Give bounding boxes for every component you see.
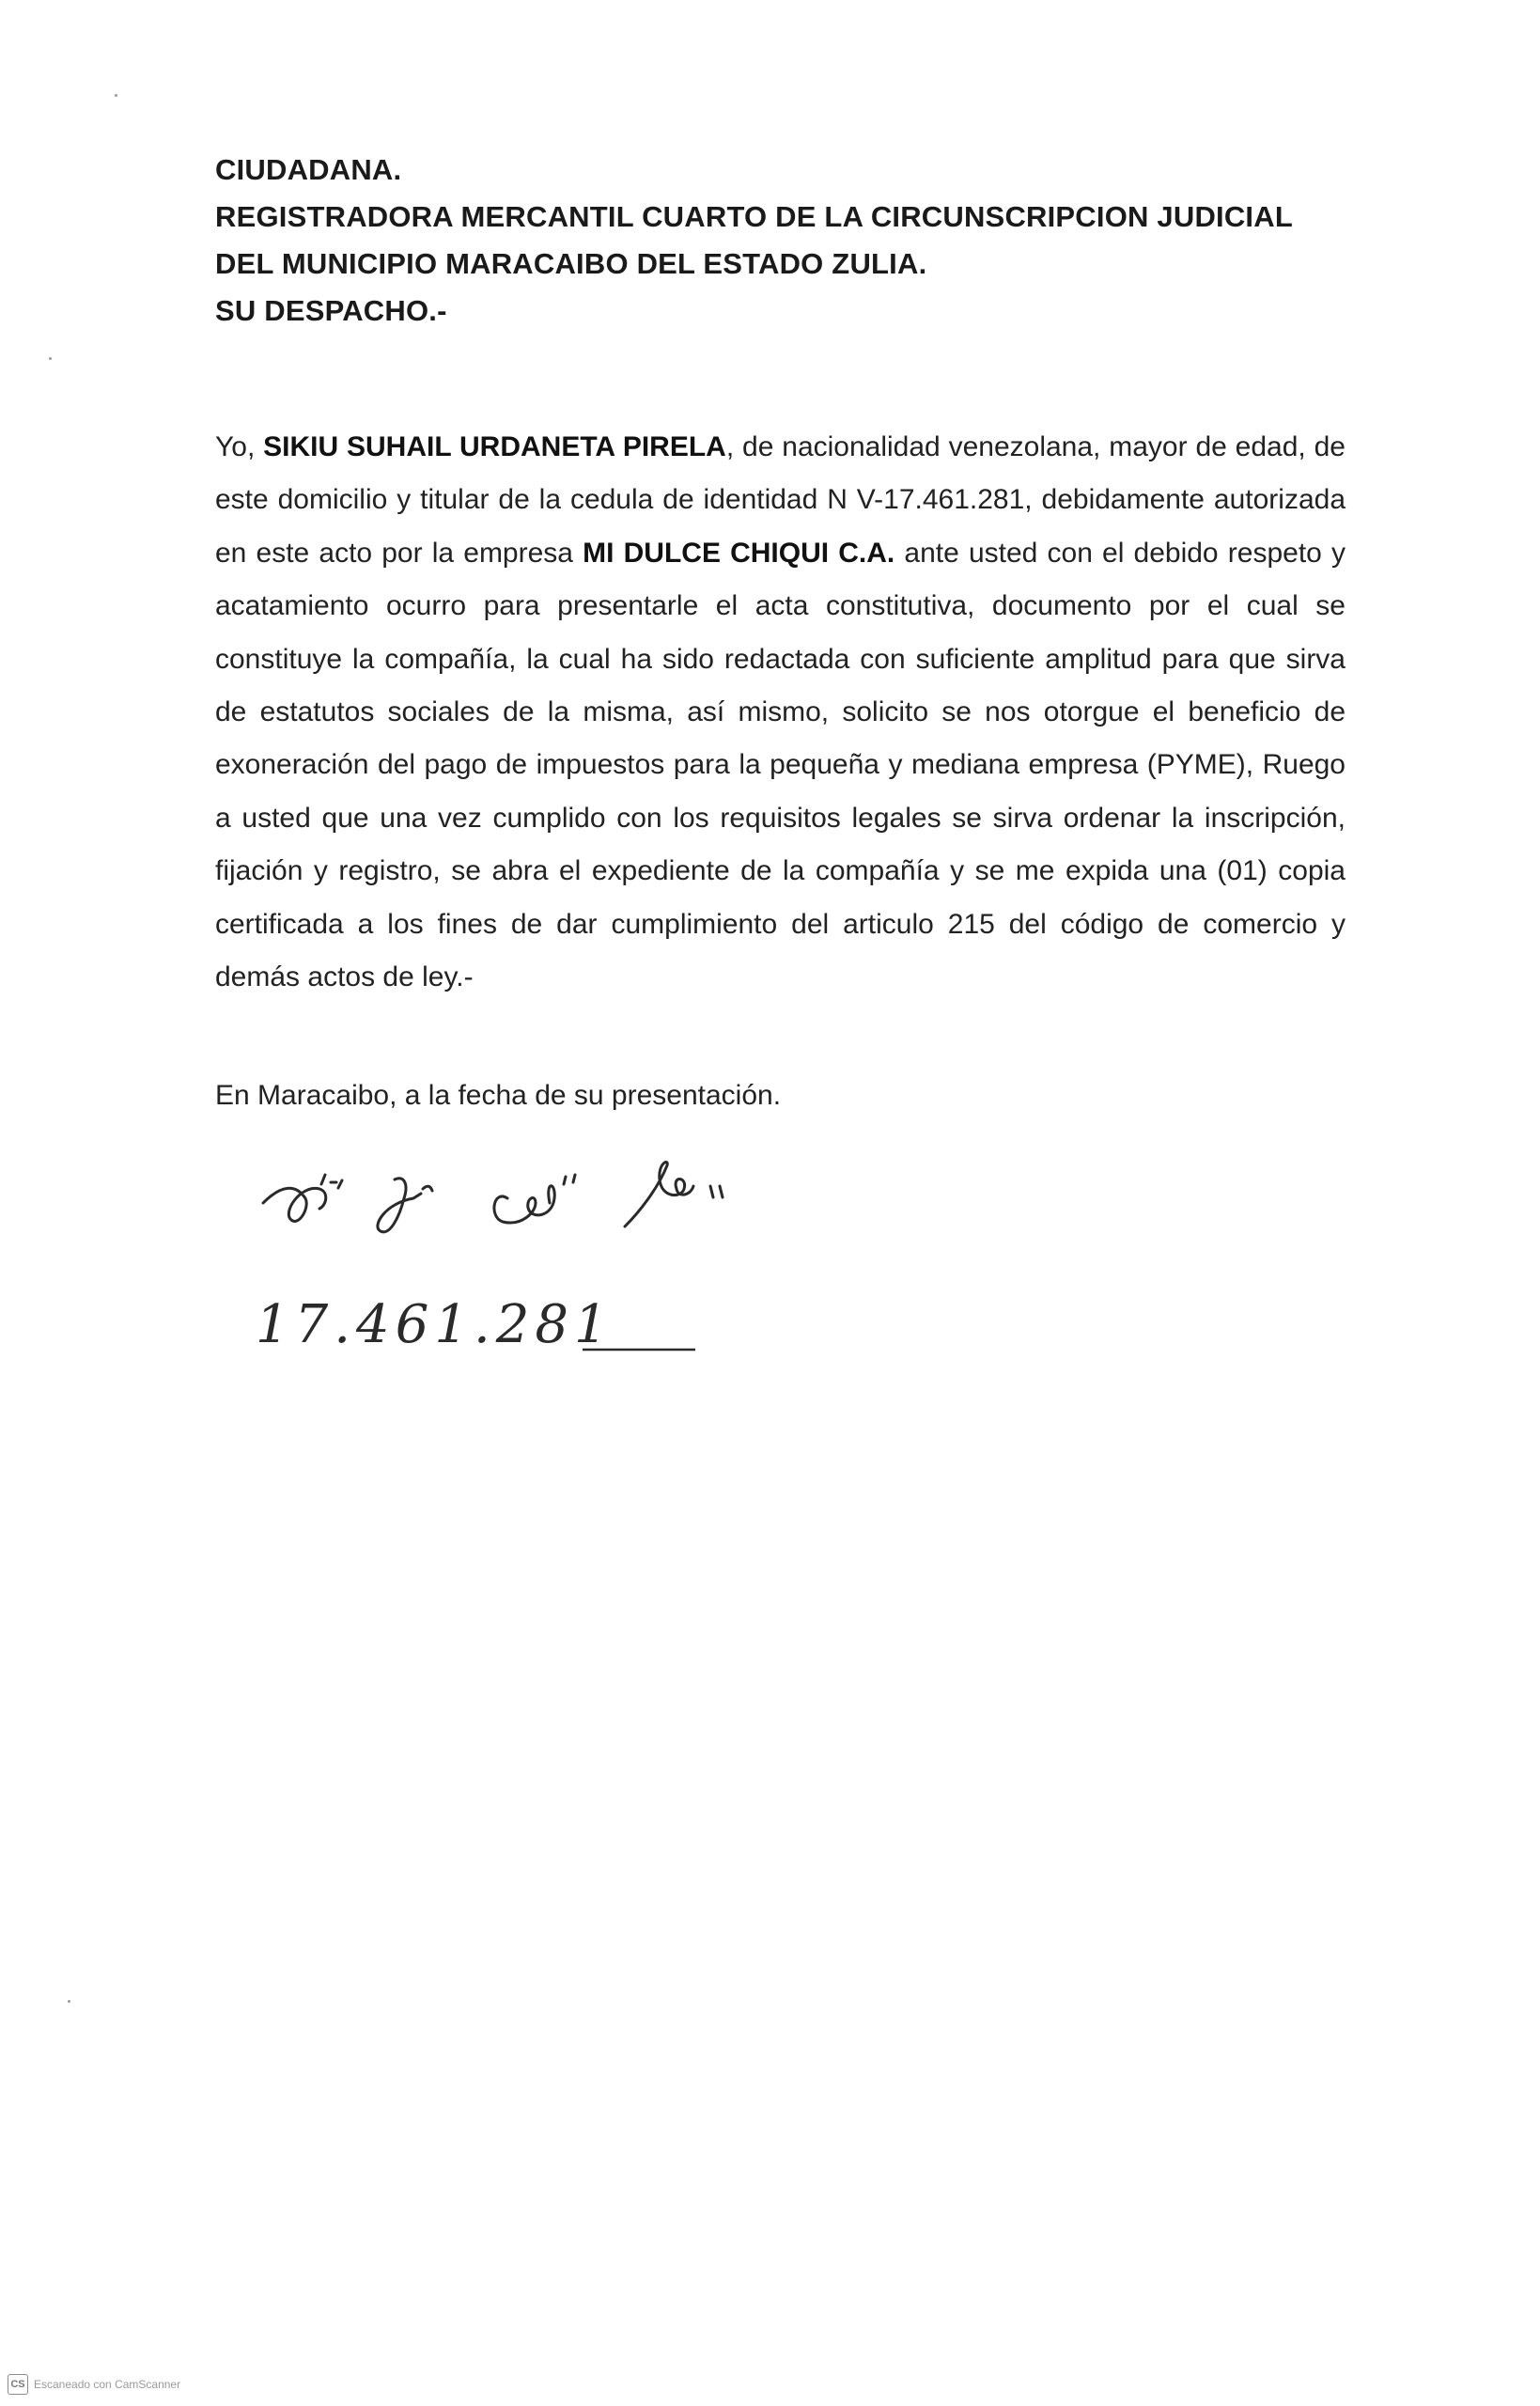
header-line-1: CIUDADANA.: [215, 153, 402, 186]
scan-speck: [68, 2000, 70, 2003]
closing-line: En Maracaibo, a la fecha de su presentación.: [215, 1080, 782, 1111]
signature-cedula: 17.461.281: [256, 1294, 614, 1355]
scan-speck: [115, 94, 117, 97]
handwritten-signature: [254, 1147, 780, 1363]
camscanner-logo-icon: CS: [8, 2374, 28, 2395]
header-line-4: SU DESPACHO.-: [215, 294, 447, 327]
signature-scrawl: [263, 1162, 723, 1231]
addressee-header: [215, 147, 1380, 335]
body-rest: ante usted con el debido respeto y acatamiento ocurro para presentarle el acta constitutiva, documento por el cual se constituye la compañía, la cual ha sido redactada con suficiente amplitud para que sirva de estatutos sociales de la misma, así mismo, solicito se nos otorgue el beneficio de exoneración del pago de impuestos para la pequeña y mediana empresa (PYME), Ruego a usted que una vez cumplido con los requisitos legales se sirva ordenar la inscripción, fijación y registro, se abra el expediente de la compañía y se me expida una (01) copia certificada a los fines de dar cumplimiento del articulo 215 del código de comercio y demás actos de ley.-: [215, 537, 1346, 993]
header-line-2: REGISTRADORA MERCANTIL CUARTO DE LA CIRCUNSCRIPCION JUDICIAL: [215, 200, 1293, 233]
scan-speck: [49, 357, 52, 360]
scanner-watermark: [8, 2373, 180, 2396]
scanner-label: Escaneado con CamScanner: [34, 2378, 181, 2391]
body-middle: , de nacionalidad venezolana, mayor de edad, de este domicilio y titular de la cedula de identidad N V-17.461.281, debidamente autorizada en este acto por la empresa: [215, 431, 1346, 569]
company-name: MI DULCE CHIQUI C.A.: [583, 537, 895, 569]
body-intro: Yo,: [215, 431, 264, 462]
header-line-3: DEL MUNICIPIO MARACAIBO DEL ESTADO ZULIA.: [215, 247, 927, 280]
applicant-name: SIKIU SUHAIL URDANETA PIRELA: [263, 431, 726, 462]
body-paragraph: [215, 421, 1346, 1004]
